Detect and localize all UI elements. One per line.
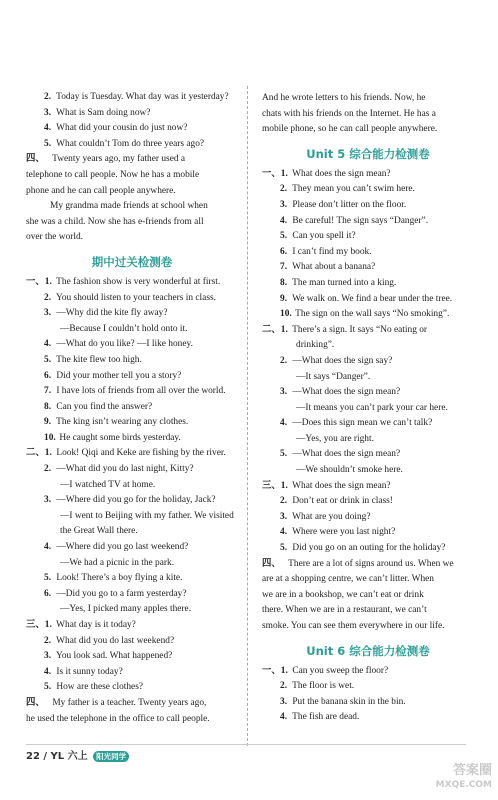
item-text: phone and he can call people anywhere.	[26, 185, 176, 196]
item-text: —Did you go to a farm yesterday?	[54, 588, 187, 599]
item-text: How are these clothes?	[54, 682, 144, 693]
item-number: 5.	[280, 449, 288, 460]
item-text: I have lots of friends from all over the world.	[54, 386, 226, 397]
answer-line	[26, 446, 238, 462]
item-number: 四、	[262, 558, 281, 569]
answer-line	[26, 462, 238, 478]
item-text: My father is a teacher. Twenty years ago,	[50, 697, 207, 708]
answer-line	[262, 416, 474, 432]
answer-line	[26, 353, 238, 369]
answer-line	[26, 121, 238, 137]
answer-line	[262, 122, 474, 138]
item-text: What day is it today?	[54, 620, 136, 630]
answer-line	[262, 603, 474, 619]
answer-line	[262, 401, 474, 417]
item-text: The king isn’t wearing any clothes.	[54, 417, 189, 428]
item-number: 2.	[280, 184, 288, 195]
item-text: —It says “Danger”.	[296, 371, 371, 382]
item-number: 一、1.	[26, 276, 52, 287]
answer-line	[262, 432, 474, 448]
item-text: —I went to Beijing with my father. We visited	[60, 510, 234, 521]
item-text: There are a lot of signs around us. When we	[286, 558, 454, 569]
item-text: she was a child. Now she has e-friends from all	[26, 216, 204, 227]
answer-line	[26, 556, 238, 572]
answer-line	[262, 447, 474, 463]
answer-line	[26, 291, 238, 307]
item-text: You look sad. What happened?	[54, 651, 173, 662]
answer-line	[26, 369, 238, 385]
answer-line	[26, 712, 238, 728]
answer-line	[262, 541, 474, 557]
answer-line	[26, 90, 238, 106]
item-text: Can you sweep the floor?	[290, 665, 389, 676]
item-number: 4.	[44, 542, 52, 553]
answer-line	[262, 463, 474, 479]
answer-line	[262, 385, 474, 401]
item-number: 2.	[44, 635, 52, 646]
item-text: Where were you last night?	[290, 527, 396, 538]
item-number: 10.	[44, 432, 56, 443]
item-number: 5.	[280, 231, 288, 242]
answer-line	[26, 168, 238, 184]
item-text: —We shouldn’t smoke here.	[296, 465, 403, 476]
answer-line	[26, 602, 238, 618]
answer-line	[26, 306, 238, 322]
answer-line	[262, 276, 474, 292]
answer-line	[26, 384, 238, 400]
answer-line	[26, 587, 238, 603]
item-text: there. When we are in a restaurant, we can’t	[262, 605, 427, 616]
item-number: 4.	[280, 712, 288, 723]
item-text: Can you find the answer?	[54, 401, 153, 412]
item-text: What did you do last weekend?	[54, 635, 175, 646]
item-text: we are in a bookshop, we can’t eat or drink	[262, 589, 424, 600]
item-number: 3.	[44, 308, 52, 319]
answer-line	[262, 664, 474, 680]
answer-line	[26, 106, 238, 122]
item-text: You should listen to your teachers in class.	[54, 292, 216, 303]
item-text: Today is Tuesday. What day was it yesterday?	[54, 92, 229, 102]
item-number: 9.	[44, 417, 52, 428]
item-text: What is Sam doing now?	[54, 107, 151, 118]
series-label: YL 六上	[50, 751, 88, 762]
item-text: —What did you do last night, Kitty?	[54, 464, 194, 475]
section-heading: Unit 6 综合能力检测卷	[306, 643, 430, 658]
answer-line	[262, 370, 474, 386]
answer-line	[26, 215, 238, 231]
item-text: Look! Qiqi and Keke are fishing by the river.	[54, 448, 226, 459]
item-text: —I watched TV at home.	[60, 479, 156, 490]
watermark	[436, 764, 492, 792]
item-number: 4.	[280, 527, 288, 538]
item-text: What couldn’t Tom do three years ago?	[54, 138, 205, 149]
answer-line	[26, 184, 238, 200]
item-number: 2.	[280, 496, 288, 507]
item-number: 三、1.	[262, 480, 288, 491]
item-number: 3.	[280, 387, 288, 398]
item-text: He caught some birds yesterday.	[57, 432, 181, 443]
answer-line	[262, 182, 474, 198]
item-number: 二、1.	[262, 324, 288, 335]
answer-line	[262, 557, 474, 573]
item-text: The sign on the wall says “No smoking”.	[293, 309, 450, 320]
item-text: the Great Wall there.	[60, 526, 138, 537]
item-text: chats with his friends on the Internet. He has a	[262, 108, 436, 119]
item-text: —What does the sign mean?	[290, 387, 401, 398]
item-text: What did your cousin do just now?	[54, 123, 188, 134]
item-text: The floor is wet.	[290, 681, 355, 692]
answer-line	[26, 400, 238, 416]
item-number: 一、1.	[262, 168, 288, 179]
answer-line	[262, 107, 474, 123]
answer-line	[26, 540, 238, 556]
item-text: The fashion show is very wonderful at first.	[54, 276, 221, 287]
page-footer: 22 / YL 六上 阳光同学	[26, 744, 466, 761]
item-text: smoke. You can see them everywhere in our life.	[262, 621, 445, 631]
item-text: mobile phone, so he can call people anywhere.	[262, 124, 438, 135]
answer-line	[262, 245, 474, 261]
answer-line	[26, 649, 238, 665]
item-number: 一、1.	[262, 665, 288, 676]
answer-line	[26, 524, 238, 540]
answer-line	[262, 479, 474, 495]
page-number: 22	[26, 751, 40, 762]
item-text: telephone to call people. Now he has a mobile	[26, 169, 200, 180]
item-number: 3.	[280, 199, 288, 210]
answer-line	[262, 572, 474, 588]
answer-line	[262, 588, 474, 604]
column-divider	[247, 86, 248, 746]
answer-line	[262, 292, 474, 308]
item-text: are at a shopping centre, we can’t litter. When	[262, 574, 434, 585]
item-number: 4.	[44, 123, 52, 134]
item-number: 3.	[280, 511, 288, 522]
item-number: 2.	[280, 355, 288, 366]
item-number: 7.	[44, 386, 52, 397]
answer-line	[26, 431, 238, 447]
item-text: —Where did you go last weekend?	[54, 542, 189, 553]
item-text: Look! There’s a boy flying a kite.	[54, 573, 183, 584]
item-text: Twenty years ago, my father used a	[50, 154, 186, 165]
item-text: —It means you can’t park your car here.	[296, 402, 448, 413]
answer-line	[262, 198, 474, 214]
answer-line	[26, 199, 238, 215]
item-number: 9.	[280, 293, 288, 304]
item-text: The kite flew too high.	[54, 354, 142, 365]
item-number: 3.	[44, 495, 52, 506]
item-number: 2.	[44, 292, 52, 303]
answer-line	[262, 494, 474, 510]
answer-line	[262, 679, 474, 695]
answer-line	[26, 415, 238, 431]
item-text: —We had a picnic in the park.	[60, 557, 175, 568]
item-number: 4.	[44, 339, 52, 350]
item-number: 8.	[44, 401, 52, 412]
item-number: 6.	[44, 370, 52, 381]
answer-line	[26, 337, 238, 353]
item-number: 8.	[280, 277, 288, 288]
answer-line	[262, 260, 474, 276]
answer-line	[26, 618, 238, 634]
answer-line	[262, 91, 474, 107]
answer-line	[26, 275, 238, 291]
item-text: Please don’t litter on the floor.	[290, 199, 407, 210]
item-text: And he wrote letters to his friends. Now, he	[262, 93, 426, 103]
answer-line	[26, 665, 238, 681]
answer-line	[26, 493, 238, 509]
item-text: —Why did the kite fly away?	[54, 308, 168, 319]
item-text: We walk on. We find a bear under the tree.	[290, 293, 453, 304]
item-number: 四、	[26, 697, 45, 708]
answer-line	[262, 619, 474, 635]
answer-line	[262, 510, 474, 526]
item-number: 5.	[44, 138, 52, 149]
right-column	[262, 0, 474, 726]
watermark-url: MXQE.COM	[435, 780, 492, 790]
item-text: —Does this sign mean we can’t talk?	[290, 418, 433, 429]
item-number: 5.	[44, 682, 52, 693]
answer-line	[26, 322, 238, 338]
item-number: 10.	[280, 309, 292, 320]
item-text: over the world.	[26, 232, 84, 243]
item-text: They mean you can’t swim here.	[290, 184, 415, 195]
item-number: 6.	[280, 246, 288, 257]
item-number: 4.	[280, 215, 288, 226]
item-number: 3.	[280, 696, 288, 707]
item-number: 2.	[44, 92, 52, 102]
left-column	[26, 0, 238, 727]
answer-line	[262, 525, 474, 541]
item-number: 5.	[44, 573, 52, 584]
item-text: There’s a sign. It says “No eating or	[290, 324, 428, 335]
item-text: —Where did you go for the holiday, Jack?	[54, 495, 216, 506]
watermark-text: 答案圈	[452, 763, 492, 778]
item-text: What does the sign mean?	[290, 168, 391, 179]
item-text: Is it sunny today?	[54, 666, 123, 677]
item-text: Don’t eat or drink in class!	[290, 496, 393, 507]
item-number: 2.	[280, 681, 288, 692]
item-number: 三、1.	[26, 620, 52, 630]
brand-logo: 阳光同学	[93, 751, 129, 762]
item-text: —Yes, I picked many apples there.	[60, 604, 192, 615]
item-text: My grandma made friends at school when	[50, 201, 208, 212]
item-number: 3.	[44, 107, 52, 118]
item-text: Be careful! The sign says “Danger”.	[290, 215, 429, 226]
item-text: Did your mother tell you a story?	[54, 370, 182, 381]
item-number: 5.	[44, 354, 52, 365]
item-text: Can you spell it?	[290, 231, 356, 242]
item-number: 7.	[280, 262, 288, 273]
section-heading: Unit 5 综合能力检测卷	[306, 146, 430, 161]
answer-line	[262, 323, 474, 339]
answer-line	[26, 509, 238, 525]
item-number: 四、	[26, 154, 45, 165]
answer-line	[262, 214, 474, 230]
answer-line	[262, 710, 474, 726]
answer-line	[262, 354, 474, 370]
answer-line	[26, 230, 238, 246]
item-text: What does the sign mean?	[290, 480, 391, 491]
item-text: Did you go on an outing for the holiday?	[290, 543, 446, 554]
section-heading: 期中过关检测卷	[91, 254, 173, 269]
item-number: 2.	[44, 464, 52, 475]
item-text: he used the telephone in the office to call people.	[26, 713, 210, 724]
item-text: What about a banana?	[290, 262, 376, 273]
item-text: The fish are dead.	[290, 712, 360, 723]
item-text: —Yes, you are right.	[296, 433, 374, 444]
item-text: The man turned into a king.	[290, 277, 397, 288]
answer-line	[26, 478, 238, 494]
item-text: Put the banana skin in the bin.	[290, 696, 406, 707]
answer-line	[262, 338, 474, 354]
item-number: 5.	[280, 543, 288, 554]
item-number: 6.	[44, 588, 52, 599]
item-number: 4.	[44, 666, 52, 677]
answer-line	[262, 695, 474, 711]
answer-line	[26, 152, 238, 168]
answer-line	[26, 571, 238, 587]
item-text: I can’t find my book.	[290, 246, 372, 257]
item-text: —Because I couldn’t hold onto it.	[60, 323, 188, 334]
item-text: What are you doing?	[290, 511, 371, 522]
answer-line	[26, 634, 238, 650]
answer-line	[262, 167, 474, 183]
item-number: 二、1.	[26, 448, 52, 459]
item-number: 4.	[280, 418, 288, 429]
answer-line	[26, 696, 238, 712]
item-number: 3.	[44, 651, 52, 662]
answer-line	[26, 680, 238, 696]
answer-line	[26, 137, 238, 153]
answer-line	[262, 307, 474, 323]
item-text: —What do you like? —I like honey.	[54, 339, 193, 350]
item-text: drinking”.	[296, 340, 335, 351]
answer-line	[262, 229, 474, 245]
item-text: —What does the sign say?	[290, 355, 393, 366]
item-text: —What does the sign mean?	[290, 449, 401, 460]
